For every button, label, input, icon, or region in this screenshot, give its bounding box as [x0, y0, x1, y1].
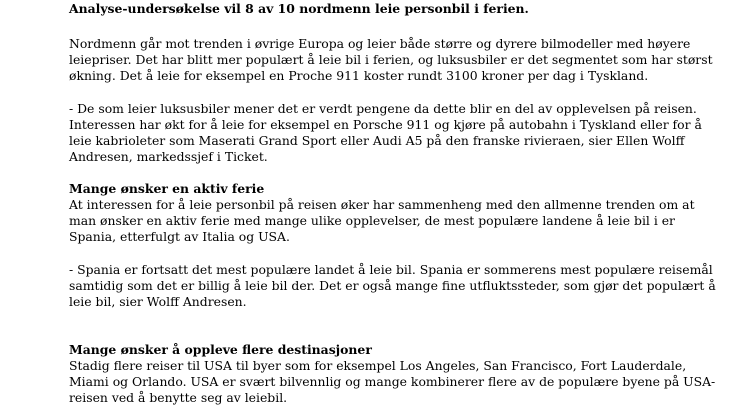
section1-paragraph-1: At interessen for å leie personbil på reisen øker har sammenheng med den allmenne trenden om at man ønsker en aktiv ferie med mange ulike opplevelser, de mest populære landene å leie bil i er Spania, etterfulgt av Italia og USA.: [69, 197, 695, 245]
intro-paragraph-2: - De som leier luksusbiler mener det er verdt pengene da dette blir en del av opplevelsen på reisen. Interessen har økt for å leie for eksempel en Porsche 911 og kjøre på autobahn i Tyskland eller for å leie kabrioleter som Maserati Grand Sport eller Audi A5 på den franske rivieraen, sier Ellen Wolff Andresen, markedssjef i Ticket.: [69, 101, 702, 165]
section-heading-active-holiday: Mange ønsker en aktiv ferie: [69, 181, 265, 196]
section2-paragraph-1: Stadig flere reiser til USA til byer som for eksempel Los Angeles, San Francisco, Fort Lauderdale, Miami og Orlando. USA er svært bilvennlig og mange kombinerer flere av de populære byene på USA-reisen ved å benytte seg av leiebil.: [69, 358, 716, 406]
section1-paragraph-2: - Spania er fortsatt det mest populære landet å leie bil. Spania er sommerens mest populære reisemål samtidig som det er billig å leie bil der. Det er også mange fine utfluktssteder, som gjør det populært å leie bil, sier Wolff Andresen.: [69, 262, 716, 310]
section-heading-destinations: Mange ønsker å oppleve flere destinasjoner: [69, 342, 372, 357]
intro-paragraph-1: Nordmenn går mot trenden i øvrige Europa og leier både større og dyrere bilmodeller med høyere leiepriser. Det har blitt mer populært å leie bil i ferien, og luksusbiler er det segmentet som har størst økning. Det å leie for eksempel en Proche 911 koster rundt 3100 kroner per dag i Tyskland.: [69, 36, 713, 84]
document-title: Analyse-undersøkelse vil 8 av 10 nordmenn leie personbil i ferien.: [69, 1, 529, 16]
